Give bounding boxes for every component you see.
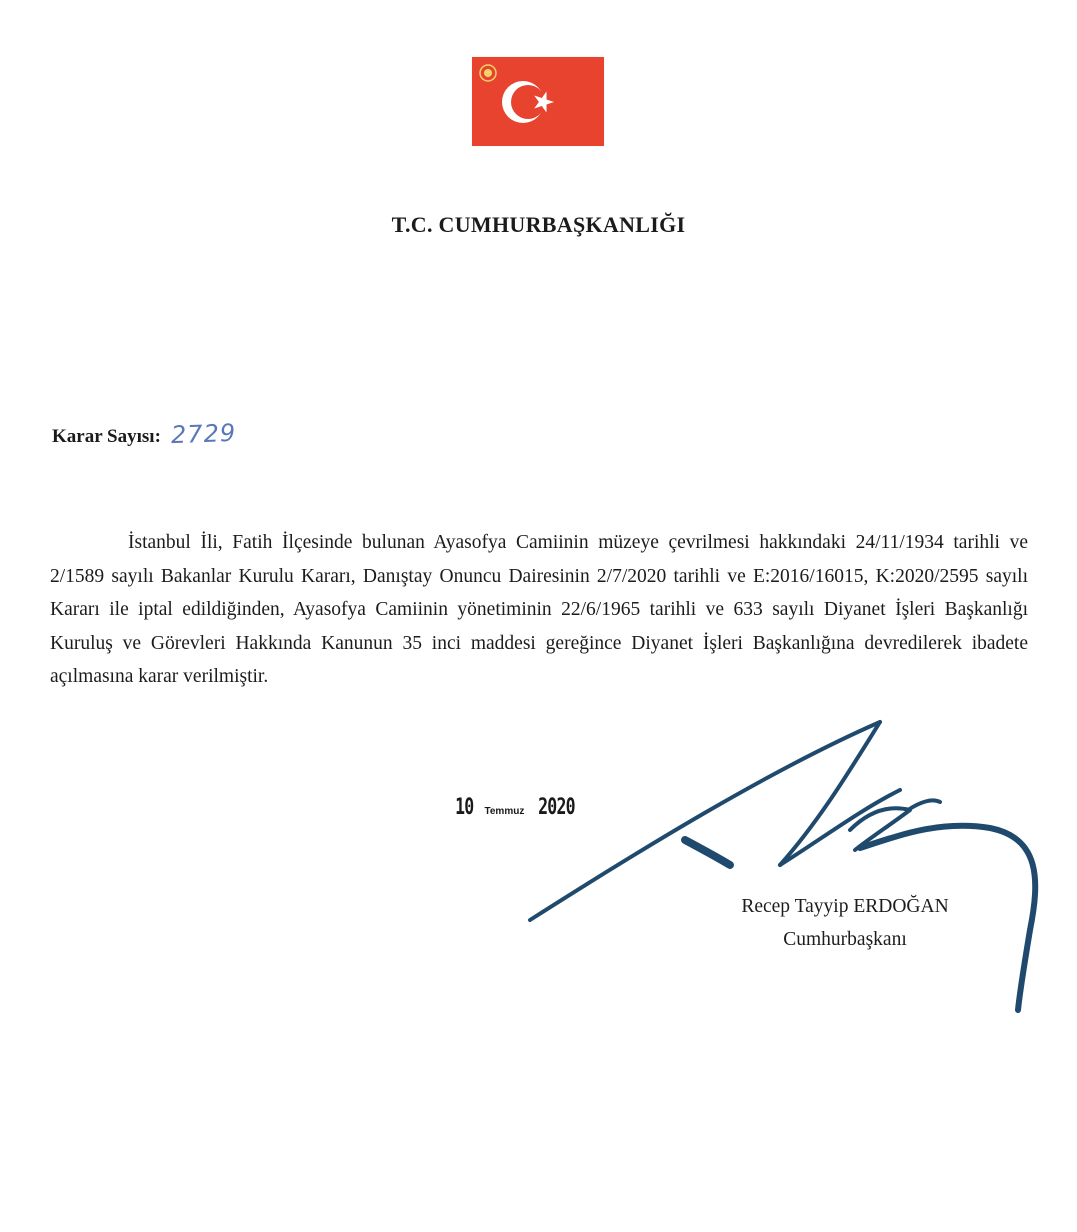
decision-number-row — [52, 420, 236, 448]
decision-number: 2729 — [170, 418, 237, 450]
flag-emblem-icon — [472, 57, 604, 146]
decision-body-text: İstanbul İli, Fatih İlçesinde bulunan Ayasofya Camiinin müzeye çevrilmesi hakkındaki 24/11/1934 tarihli ve 2/1589 sayılı Bakanlar Kurulu Kararı, Danıştay Onuncu Dairesinin 2/7/2020 tarihli ve E:2016/16015, K:2020/2595 sayılı Kararı ile iptal edildiğinden, Ayasofya Camiinin yönetiminin 22/6/1965 tarihli ve 633 sayılı Diyanet İşleri Başkanlığı Kuruluş ve Görevleri Hakkında Kanunun 35 inci maddesi gereğince Diyanet İşleri Başkanlığına devredilerek ibadete açılmasına karar verilmiştir. — [50, 532, 1028, 687]
date-month: Temmuz — [484, 806, 525, 817]
signer-block — [690, 890, 1000, 956]
page-title: T.C. CUMHURBAŞKANLIĞI — [391, 212, 686, 237]
turkish-flag — [472, 57, 604, 146]
decision-label: Karar Sayısı: — [52, 426, 161, 447]
signer-title: Cumhurbaşkanı — [783, 929, 907, 950]
date-day: 10 — [455, 795, 474, 820]
signature-icon — [520, 710, 1060, 1020]
signer-name: Recep Tayyip ERDOĞAN — [741, 896, 949, 917]
date-year: 2020 — [538, 795, 576, 820]
